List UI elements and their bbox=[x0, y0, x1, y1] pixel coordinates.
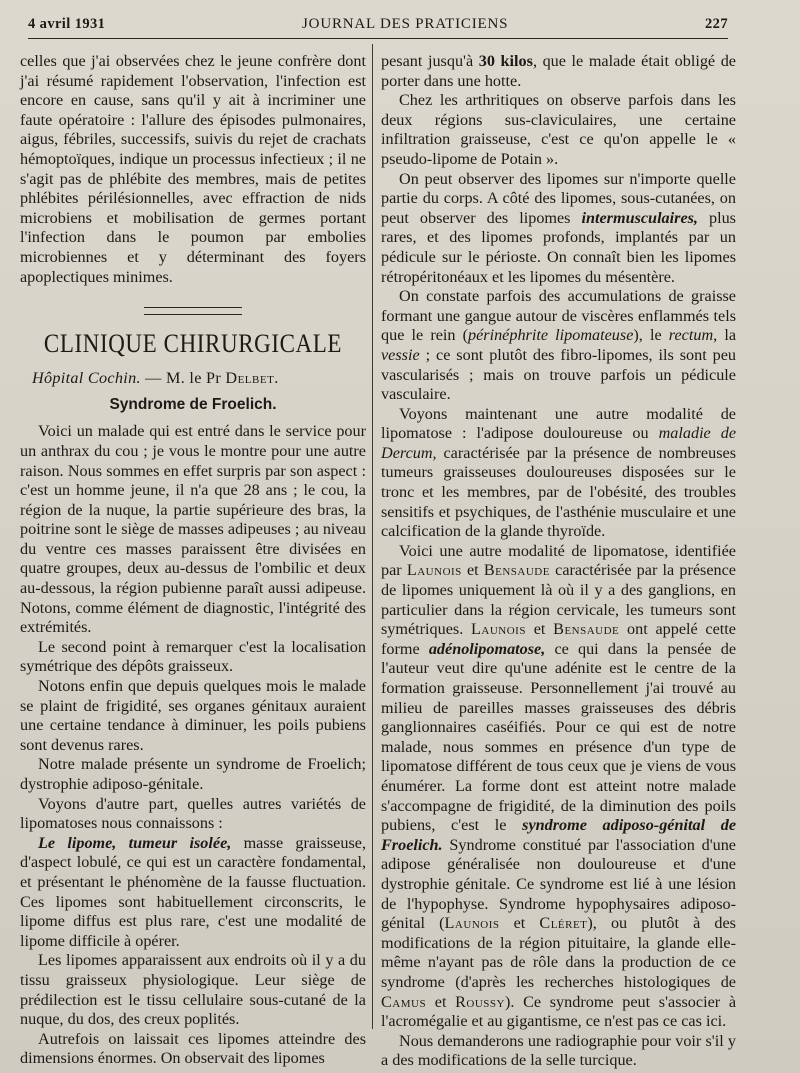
paragraph: Nous demanderons une radiographie pour voir s'il y a des modifications de la selle turcique. bbox=[381, 1031, 736, 1070]
header-page-number: 227 bbox=[705, 16, 728, 32]
paragraph-text: pesant jusqu'à bbox=[381, 52, 479, 70]
hospital-name: Hôpital Cochin. bbox=[32, 369, 141, 388]
paragraph: Voici un malade qui est entré dans le service pour un anthrax du cou ; je vous le montre pour une autre raison. Nous sommes en effet surpris par son aspect : c'est un homme jeune, il n'a que 28 ans ; le cou, la région de la nuque, la partie supérieure des bras, la poitrine sont le siège de masses adipeuses ; au niveau du ventre ces masses paraissent être divisées en quatre groupes, deux au-dessus de l'ombilic et deux au-dessous, la région pubienne paraît aussi adipeuse. Notons, comme élément de diagnostic, l'intégrité des extrémités. bbox=[20, 422, 366, 637]
emphasis: 30 kilos bbox=[478, 52, 533, 70]
author-name: Launois bbox=[406, 561, 462, 580]
paragraph-text: caractérisée par la présence de lipomes uniquement là où il y a des ganglions, en particulier dans la région cervicale, les tumeurs sont symétriques. bbox=[381, 561, 736, 639]
paragraph-text: ; ce sont plutôt des fibro-lipomes, ils sont peu vascularisés ; mais on trouve parfois un pédicule vasculaire. bbox=[381, 345, 736, 404]
paragraph-text: et bbox=[426, 992, 456, 1011]
paragraph-text: , que le malade était obligé de porter dans une hotte. bbox=[381, 52, 736, 90]
paragraph-text: On constate parfois des accumulations de graisse formant une gangue autour de viscères enflammés tels que le rein ( bbox=[381, 287, 736, 345]
header-journal-name: JOURNAL DES PRATICIENS bbox=[302, 16, 509, 32]
emphasis: maladie de Dercum, bbox=[381, 424, 736, 462]
paragraph-text: ). Ce syndrome peut s'associer à l'acromégalie et au gigantisme, ce n'est pas ce cas ici. bbox=[381, 992, 737, 1031]
paragraph-text: ont appelé cette forme bbox=[381, 620, 736, 658]
emphasis: intermusculaires, bbox=[581, 208, 698, 227]
author-name: Bensaude bbox=[553, 620, 620, 639]
hospital-dash: — M. le bbox=[140, 369, 207, 388]
paragraph-text: Voyons maintenant une autre modalité de lipomatose : l'adipose douloureuse ou bbox=[381, 404, 736, 443]
author-name: Cléret bbox=[539, 914, 588, 933]
section-separator bbox=[144, 307, 242, 315]
emphasis: adénolipomatose, bbox=[428, 639, 546, 658]
paragraph: Le second point à remarquer c'est la localisation symétrique des dépôts graisseux. bbox=[20, 637, 366, 676]
page-header bbox=[28, 16, 728, 39]
paragraph-text: Syndrome constitué par l'association d'une adipose généralisée non douloureuse et d'une dystrophie génitale. Ce syndrome est lié à une lésion de l'hypophyse. Syndrome hypophysaires adiposo-génital ( bbox=[381, 835, 736, 933]
paragraph: Notre malade présente un syndrome de Froelich; dystrophie adiposo-génitale. bbox=[20, 755, 366, 793]
paragraph: Autrefois on laissait ces lipomes atteindre des dimensions énormes. On observait des lipomes bbox=[20, 1029, 366, 1068]
professor-title: Pr bbox=[206, 369, 222, 388]
paragraph-text: masse graisseuse, d'aspect lobulé, ce qui est un caractère fondamental, et présentant le phénomène de la fausse fluctuation. Ces lipomes sont habituellement circonscrits, le lipome diffus est plus rare, c'est une modalité de lipome difficile à opérer. bbox=[20, 833, 366, 950]
emphasis: périnéphrite lipomateuse bbox=[468, 326, 634, 345]
paragraph bbox=[20, 834, 366, 952]
paragraph bbox=[381, 170, 736, 288]
paragraph bbox=[381, 542, 736, 1032]
column-divider bbox=[372, 44, 373, 1029]
emphasis: Le lipome, tumeur isolée, bbox=[38, 833, 232, 852]
paragraph-text: plus rares, et des lipomes profonds, implantés par un pédicule sur le périoste. On connaît bien les lipomes rétropéritonéaux et les lipomes du mésentère. bbox=[381, 208, 736, 286]
hospital-line bbox=[32, 369, 366, 389]
article-subtitle: Syndrome de Froelich. bbox=[109, 395, 277, 413]
paragraph: Voyons d'autre part, quelles autres variétés de lipomatoses nous connaissons : bbox=[20, 794, 366, 833]
paragraph-text: Voici une autre modalité de lipomatose, identifiée par bbox=[381, 541, 736, 580]
paragraph-text: ce qui dans la pensée de l'auteur veut dire qu'une adénite est le centre de la formation graisseuse. Personnellement j'ai trouvé au milieu de pareilles masses graisseuses des débris ganglionnaires caséifiés. Pour ce qui est de notre malade, nous sommes en présence d'un type de lipomatose différent de tous ceux que je viens de vous énumérer. La forme dont est atteint notre malade s'accompagne de frigidité, de la diminution des poils pubiens, c'est le bbox=[381, 639, 737, 835]
paragraph bbox=[381, 52, 736, 91]
paragraph bbox=[381, 287, 736, 405]
right-column bbox=[381, 52, 736, 1071]
paragraph-text: et bbox=[499, 914, 540, 933]
header-date: 4 avril 1931 bbox=[28, 16, 106, 32]
paragraph-text: ), le bbox=[633, 326, 669, 345]
paragraph: celles que j'ai observées chez le jeune confrère dont j'ai résumé rapidement l'observation, l'infection est encore en cause, sans qu'il y ait à incriminer une faute opératoire : l'allure des épisodes pulmonaires, aigus, fébriles, successifs, suivis du rejet de crachats hémoptoïques, indique un processus infectieux ; il ne s'agit pas de phlébite des membres, mais de petites phlébites périlésionnelles, avec effraction de nids microbiens et mobilisation de germes portant l'infection dans le poumon par embolies microbiennes et y déterminant des foyers apoplectiques minimes. bbox=[20, 52, 366, 286]
paragraph: Chez les arthritiques on observe parfois dans les deux régions sus-claviculaires, une certaine infiltration graisseuse, c'est ce qu'on appelle le « pseudo-lipome de Potain ». bbox=[381, 91, 736, 168]
emphasis: rectum bbox=[668, 326, 714, 345]
author-name: Camus bbox=[381, 992, 427, 1011]
paragraph-text: , la bbox=[713, 326, 736, 345]
author-name: Roussy bbox=[455, 992, 505, 1011]
author-name: Launois bbox=[471, 620, 526, 639]
paragraph: Notons enfin que depuis quelques mois le malade se plaint de frigidité, ses organes génitaux auraient une certaine tendance à diminuer, les poils pubiens sont devenus rares. bbox=[20, 677, 366, 754]
paragraph-text: caractérisée par la présence de nombreuses tumeurs graisseuses douloureuses disposées sur le tronc et les membres, par de l'obésité, des troubles sensitifs et psychiques, de l'asthénie musculaire et une calcification de la glande thyroïde. bbox=[381, 443, 736, 541]
emphasis: vessie bbox=[381, 345, 420, 364]
professor-name: Delbet. bbox=[225, 369, 279, 388]
left-column bbox=[20, 52, 366, 1069]
paragraph-text: et bbox=[461, 561, 484, 580]
paragraph-text: ), ou plutôt à des modifications de la région pituitaire, la glande elle-même n'ayant pas de rôle dans la production de ce syndrome (d'après les recherches histologiques de bbox=[381, 914, 736, 991]
paragraph-text: et bbox=[525, 620, 554, 639]
paragraph bbox=[381, 405, 736, 542]
section-title: CLINIQUE CHIRURGICALE bbox=[43, 329, 343, 358]
paragraph: Les lipomes apparaissent aux endroits où il y a du tissu graisseux physiologique. Leur siège de prédilection est le tissu cellulaire sous-cutané de la nuque, du dos, des creux poplités. bbox=[20, 951, 366, 1029]
author-name: Launois bbox=[444, 914, 500, 933]
emphasis: syndrome adiposo-génital de Froelich. bbox=[381, 816, 736, 854]
paragraph-text: On peut observer des lipomes sur n'importe quelle partie du corps. A côté des lipomes, sous-cutanées, on peut observer des lipomes bbox=[381, 169, 736, 227]
author-name: Bensaude bbox=[483, 561, 550, 580]
